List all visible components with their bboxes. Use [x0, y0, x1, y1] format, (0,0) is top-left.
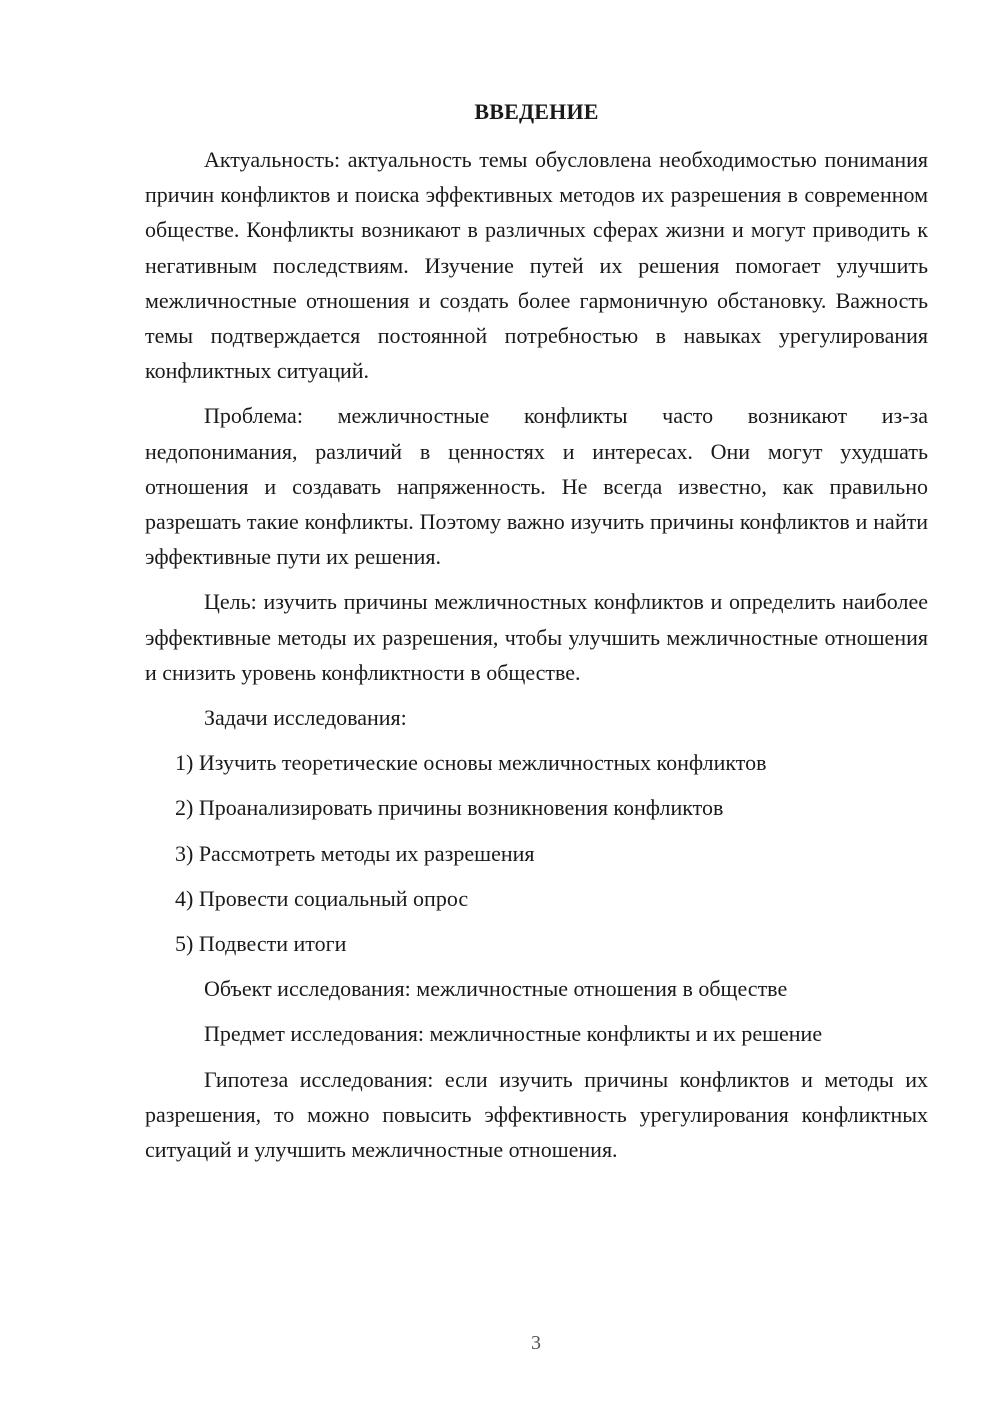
object-paragraph: Объект исследования: межличностные отношения в обществе	[204, 976, 788, 1002]
task-item: 2) Проанализировать причины возникновения конфликтов	[175, 795, 724, 821]
subject-paragraph: Предмет исследования: межличностные конфликты и их решение	[204, 1021, 823, 1047]
task-item: 5) Подвести итоги	[175, 931, 347, 957]
section-title: ВВЕДЕНИЕ	[474, 99, 599, 124]
tasks-heading: Задачи исследования:	[204, 705, 407, 731]
task-item: 1) Изучить теоретические основы межличностных конфликтов	[175, 750, 767, 776]
tasks-list	[145, 745, 928, 961]
task-item: 4) Провести социальный опрос	[175, 885, 469, 911]
page-number: 3	[531, 1332, 541, 1354]
relevance-paragraph: Актуальность: актуальность темы обусловлена необходимостью понимания причин конфликтов и поиска эффективных методов их разрешения в современном обществе. Конфликты возникают в различных сферах жизни и могут приводить к негативным последствиям. Изучение путей их решения помогает улучшить межличностные отношения и создать более гармоничную обстановку. Важность темы подтверждается постоянной потребностью в навыках урегулирования конфликтных ситуаций.	[145, 147, 928, 384]
problem-paragraph: Проблема: межличностные конфликты часто возникают из-за недопонимания, различий в ценностях и интересах. Они могут ухудшать отношения и создавать напряженность. Не всегда известно, как правильно разрешать такие конфликты. Поэтому важно изучить причины конфликтов и найти эффективные пути их решения.	[145, 403, 928, 570]
task-item: 3) Рассмотреть методы их разрешения	[175, 840, 535, 866]
hypothesis-paragraph: Гипотеза исследования: если изучить причины конфликтов и методы их разрешения, то можно повысить эффективность урегулирования конфликтных ситуаций и улучшить межличностные отношения.	[145, 1066, 928, 1163]
goal-paragraph: Цель: изучить причины межличностных конфликтов и определить наиболее эффективные методы их разрешения, чтобы улучшить межличностные отношения и снизить уровень конфликтности в обществе.	[145, 589, 928, 685]
document-page	[145, 94, 928, 1177]
